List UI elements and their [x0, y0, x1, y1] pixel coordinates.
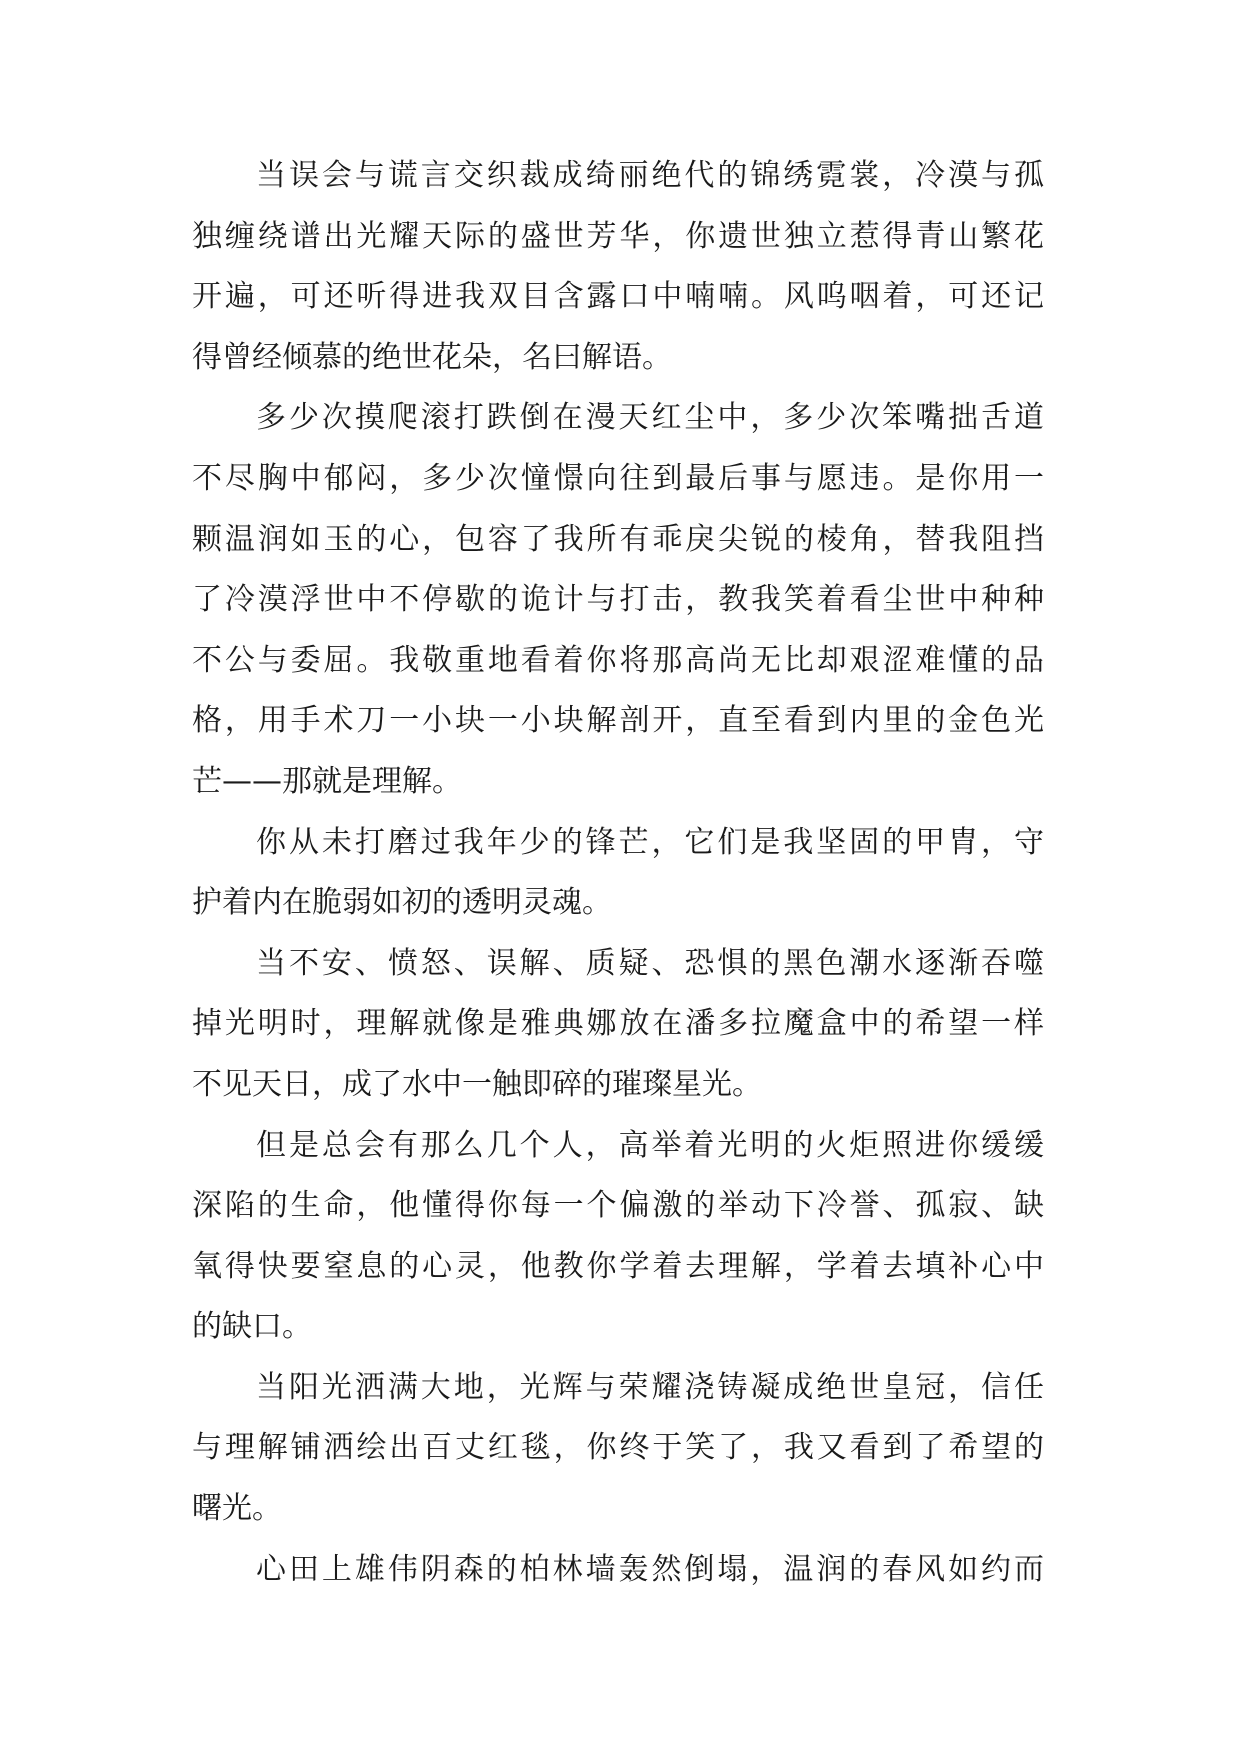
text-line: 格，用手术刀一小块一小块解剖开，直至看到内里的金色光	[192, 703, 1044, 739]
text-line: 心田上雄伟阴森的柏林墙轰然倒塌，温润的春风如约而	[256, 1551, 1044, 1587]
text-line: 不公与委屈。我敬重地看着你将那高尚无比却艰涩难懂的品	[192, 642, 1044, 678]
document-body	[192, 158, 1044, 1612]
text-line: 独缠绕谱出光耀天际的盛世芳华，你遗世独立惹得青山繁花	[192, 218, 1044, 254]
text-line: 不见天日，成了水中一触即碎的璀璨星光。	[192, 1066, 762, 1102]
text-line: 的缺口。	[192, 1309, 312, 1345]
text-line: 但是总会有那么几个人，高举着光明的火炬照进你缓缓	[256, 1127, 1044, 1163]
text-line: 护着内在脆弱如初的透明灵魂。	[192, 885, 612, 921]
text-line: 氧得快要窒息的心灵，他教你学着去理解，学着去填补心中	[192, 1248, 1044, 1284]
text-line: 当阳光洒满大地，光辉与荣耀浇铸凝成绝世皇冠，信任	[256, 1369, 1044, 1405]
text-line: 不尽胸中郁闷，多少次憧憬向往到最后事与愿违。是你用一	[192, 460, 1044, 496]
text-line: 芒——那就是理解。	[192, 763, 462, 799]
text-line: 与理解铺洒绘出百丈红毯，你终于笑了，我又看到了希望的	[192, 1430, 1044, 1466]
text-line: 了冷漠浮世中不停歇的诡计与打击，教我笑着看尘世中种种	[192, 582, 1044, 618]
text-line: 掉光明时，理解就像是雅典娜放在潘多拉魔盒中的希望一样	[192, 1006, 1044, 1042]
text-line: 开遍，可还听得进我双目含露口中喃喃。风呜咽着，可还记	[192, 279, 1044, 315]
text-line: 你从未打磨过我年少的锋芒，它们是我坚固的甲胄，守	[256, 824, 1044, 860]
text-line: 当不安、愤怒、误解、质疑、恐惧的黑色潮水逐渐吞噬	[256, 945, 1044, 981]
text-line: 深陷的生命，他懂得你每一个偏激的举动下冷誉、孤寂、缺	[192, 1188, 1044, 1224]
text-line: 得曾经倾慕的绝世花朵，名曰解语。	[192, 339, 672, 375]
text-line: 颗温润如玉的心，包容了我所有乖戾尖锐的棱角，替我阻挡	[192, 521, 1044, 557]
text-line: 多少次摸爬滚打跌倒在漫天红尘中，多少次笨嘴拙舌道	[256, 400, 1044, 436]
text-line: 曙光。	[192, 1491, 282, 1527]
text-line: 当误会与谎言交织裁成绮丽绝代的锦绣霓裳，冷漠与孤	[256, 158, 1044, 193]
